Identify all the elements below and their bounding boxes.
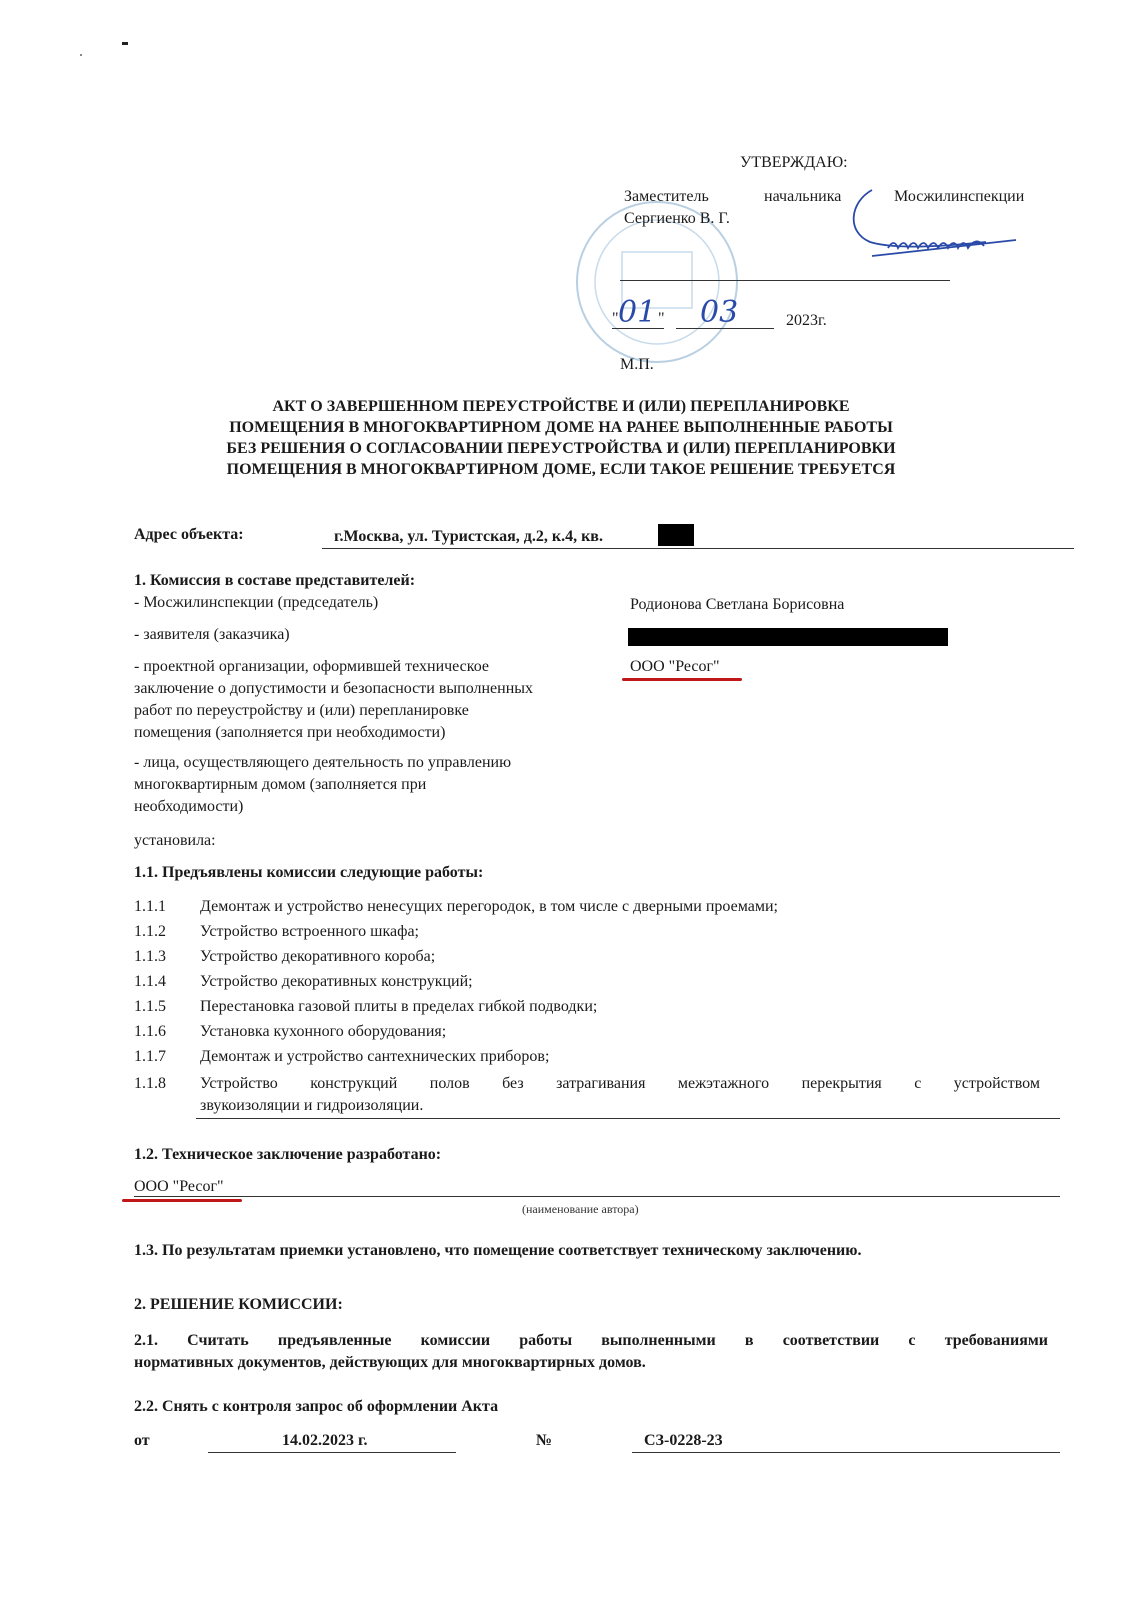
address-line [322,548,1074,549]
approval-title: УТВЕРЖДАЮ: [740,154,848,171]
work-item-number: 1.1.4 [134,973,166,990]
author-caption: (наименование автора) [522,1202,639,1216]
manager-label-line: многоквартирным домом (заполняется при [134,776,427,793]
request-number-line [632,1452,1060,1453]
acceptance-result: 1.3. По результатам приемки установлено, что помещение соответствует техническому заключению. [134,1242,862,1259]
scan-speck [80,54,82,56]
request-number-value: СЗ-0228-23 [644,1432,723,1449]
request-from-label: от [134,1432,150,1449]
work-item [134,896,778,918]
design-org-label-line: - проектной организации, оформившей техническое [134,658,490,675]
works-heading: 1.1. Предъявлены комиссии следующие работы: [134,864,484,881]
work-item-text: Устройство конструкций полов без затрагивания межэтажного перекрытия с устройством [200,1075,1040,1092]
commission-design-org-value: ООО "Ресог" [630,658,720,675]
decision-p1-line1: 2.1. Считать предъявленные комиссии работы выполненными в соответствии с требованиями [134,1332,1048,1349]
approval-position-word1: Заместитель [624,188,709,205]
design-org-label-line: заключение о допустимости и безопасности выполненных [134,680,534,697]
work-item [134,996,597,1018]
red-underline-mark [622,678,742,681]
date-year: 2023г. [786,312,827,329]
date-day-line [612,328,664,329]
act-title-line: ПОМЕЩЕНИЯ В МНОГОКВАРТИРНОМ ДОМЕ НА РАНЕЕ ВЫПОЛНЕННЫЕ РАБОТЫ [229,419,893,436]
work-item [134,1046,549,1068]
redacted-applicant-name [628,628,948,646]
act-title-line: ПОМЕЩЕНИЯ В МНОГОКВАРТИРНОМ ДОМЕ, ЕСЛИ ТАКОЕ РЕШЕНИЕ ТРЕБУЕТСЯ [226,461,896,478]
work-item-text: Перестановка газовой плиты в пределах гибкой подводки; [200,998,598,1015]
redacted-apartment-number [658,524,694,546]
date-day-handwritten: 01 [618,295,657,330]
act-title [0,396,1122,480]
manager-label-line: необходимости) [134,798,244,815]
work-item-number: 1.1.7 [134,1048,166,1065]
work-item-number: 1.1.2 [134,923,166,940]
date-month-handwritten: 03 [700,295,739,330]
act-title-line: БЕЗ РЕШЕНИЯ О СОГЛАСОВАНИИ ПЕРЕУСТРОЙСТВА И (ИЛИ) ПЕРЕПЛАНИРОВКИ [226,440,896,457]
commission-chair-label: - Мосжилинспекции (председатель) [134,594,379,611]
signature-line [620,280,950,281]
commission-established: установила: [134,832,216,849]
design-org-label-line: работ по переустройству и (или) перепланировке [134,702,469,719]
work-item [134,946,435,968]
stamp-label: М.П. [620,356,654,373]
work-item [134,1073,1040,1117]
work-item [134,921,419,943]
scan-speck [122,42,128,45]
approval-position-word3: Мосжилинспекции [894,188,1025,205]
work-item-number: 1.1.6 [134,1023,166,1040]
address-label: Адрес объекта: [134,526,244,543]
address-value: г.Москва, ул. Туристская, д.2, к.4, кв. [334,528,603,545]
works-bottom-line [196,1118,1060,1119]
decision-heading: 2. РЕШЕНИЕ КОМИССИИ: [134,1296,343,1313]
work-item-number: 1.1.5 [134,998,166,1015]
work-item-number: 1.1.8 [134,1075,166,1092]
work-item-number: 1.1.1 [134,898,166,915]
date-month-line [676,328,774,329]
request-number-label: № [536,1432,553,1449]
handwritten-signature [836,184,1026,274]
work-item-text: Устройство декоративного короба; [200,948,436,965]
commission-heading: 1. Комиссия в составе представителей: [134,572,416,589]
approver-name: Сергиенко В. Г. [624,210,730,227]
commission-chair-value: Родионова Светлана Борисовна [630,596,845,613]
commission-design-org-label [134,656,533,744]
work-item-text: Устройство встроенного шкафа; [200,923,419,940]
work-item-text: Устройство декоративных конструкций; [200,973,473,990]
work-item [134,1021,446,1043]
work-item-text-continued: звукоизоляции и гидроизоляции. [200,1097,424,1114]
work-item-text: Демонтаж и устройство сантехнических приборов; [200,1048,550,1065]
work-item [134,971,473,993]
conclusion-author-value: ООО "Ресог" [134,1178,224,1195]
design-org-label-line: помещения (заполняется при необходимости) [134,724,446,741]
decision-p1-line2: нормативных документов, действующих для многоквартирных домов. [134,1354,646,1371]
request-date-line [208,1452,456,1453]
commission-manager-label [134,752,511,818]
commission-applicant-label: - заявителя (заказчика) [134,626,290,643]
date-quote-open: " [612,310,619,327]
work-item-text: Демонтаж и устройство ненесущих перегородок, в том числе с дверными проемами; [200,898,778,915]
work-item-number: 1.1.3 [134,948,166,965]
request-from-date: 14.02.2023 г. [282,1432,368,1449]
decision-p2: 2.2. Снять с контроля запрос об оформлении Акта [134,1398,499,1415]
red-underline-mark [122,1199,242,1202]
approval-position-word2: начальника [764,188,842,205]
conclusion-heading: 1.2. Техническое заключение разработано: [134,1146,442,1163]
author-line [134,1196,1060,1197]
act-title-line: АКТ О ЗАВЕРШЕННОМ ПЕРЕУСТРОЙСТВЕ И (ИЛИ) ПЕРЕПЛАНИРОВКЕ [272,398,850,415]
manager-label-line: - лица, осуществляющего деятельность по управлению [134,754,512,771]
work-item-text: Установка кухонного оборудования; [200,1023,447,1040]
date-quote-close: " [658,310,665,327]
